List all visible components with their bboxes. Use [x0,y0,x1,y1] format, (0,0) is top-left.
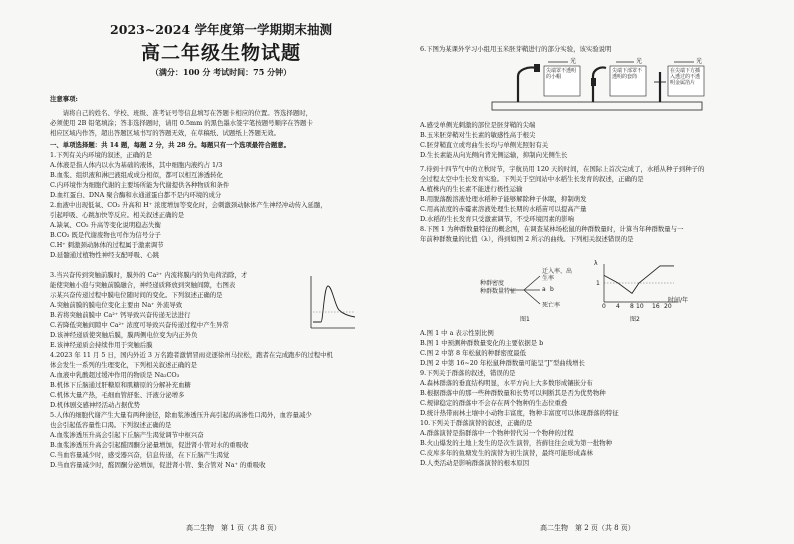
q8-x-tick-8: 8 [630,303,634,310]
left-line: 2.血液中出现低氧、CO₂ 升高和 H⁺ 浓度增加等变化时，会刺激颈动脉体产生神经冲动传入延髓， [50,201,327,209]
right-line: C.用高浓度的赤霉素溶液处理生长期的水稻苗可以提高产量 [420,205,587,213]
right-line: D.统计热带雨林土壤中小动物丰富度，物种丰富度可以体现群落的特征 [420,409,619,417]
q8-node-feature: 种群数量特征 [480,288,517,295]
left-line: 1.下列有关内环境的叙述，正确的是 [50,151,152,159]
left-line: C.当血容量减少时，感受器兴奋，信息传递，在下丘脑产生渴觉 [50,451,230,459]
left-line: 体会发生一系列的生理变化，下列相关叙述正确的是 [50,361,197,369]
right-line: C.规律稳定的群落中不会存在两个物种的生态位重叠 [420,399,568,407]
right-line: D.水稻的生长发育只受激素调节，不受环境因素的影响 [420,215,574,223]
footer-page-right: 高二生物 第 2 页（共 8 页） [540,524,635,532]
q8-x-tick-16: 16 [652,303,660,310]
exam-title-main: 高二年级生物试题 [140,42,301,64]
left-line: B.血浆渗透压升高会引起醛固酮分泌量增加，促进肾小管对水的重吸收 [50,441,249,449]
left-line: 请将自己的姓名、学校、班级、准考证号等信息填写在答题卡相应的位置。答选择题时， [50,109,313,117]
right-line: A.森林群落的垂直结构明显，水平方向上大多数形成镶嵌分布 [420,379,593,387]
left-line: D.该神经递质使突触后膜，膜两侧电位变为内正外负 [50,331,198,339]
right-line: C.胚芽鞘直立或弯曲生长均与单侧光照射有关 [420,141,549,149]
left-line: B.机体下丘脑通过肝糖原和肌糖原的分解补充血糖 [50,381,191,389]
q8-x-tick-20: 20 [664,303,672,310]
left-line: C.机体大量产热，毛细血管舒张、汗液分泌增多 [50,391,185,399]
left-line: C.若降低突触间隙中 Ca²⁺ 浓度可导致兴奋传递过程中产生异常 [50,321,229,329]
left-line: D.延髓通过植物性神经支配呼吸、心跳 [50,251,160,259]
right-line: C.图 2 中第 8 年松鼠的种群密度最低 [420,349,527,357]
right-line: B.用脱落酸溶液处理水稻种子能够解除种子休眠，抑制萌发 [420,195,587,203]
q6-light-label-2: 光 [636,58,643,65]
right-line: 6.下图为某课外学习小组用玉米胚芽鞘进行的部分实验，该实验说明 [420,45,612,53]
right-line: A.感受单侧光刺激的部位是胚芽鞘的尖端 [420,121,536,129]
right-column [420,0,770,544]
left-line: 5.人体的细胞代谢产生大量有两种途径，除血浆渗透压升高引起的高渗性口渴外，血容量减少 [50,411,312,419]
left-line: 4.2023 年 11 月 5 日，国内外近 3 万名跑者激情冒雨竞逐徐州马拉松，跑者在完成跑步的过程中机 [50,351,333,359]
right-line: D.图 2 中第 16~20 年松鼠种群数量可能呈“J”型曲线增长 [420,359,585,367]
q8-x-axis-label: 时间/年 [668,297,689,304]
q8-lambda-series-line [604,266,674,294]
left-line: 也会引起低容量性口渴。下列叙述正确的是 [50,421,172,429]
right-line: A.群落演替是指群落中一个物种替代另一个物种的过程 [420,429,574,437]
q8-x-tick-10: 10 [636,303,644,310]
q6-box-1-label: 尖端罩不透明的小帽 [546,68,577,80]
q6-box-2-label: 尖端下部罩不透明的套筒 [612,68,643,80]
right-line: D.生长素能从向光侧向背光侧运输，抑制向光侧生长 [420,151,568,159]
left-line: B.CO₂ 既是代谢废物也可作为信号分子 [50,231,161,239]
left-line: E.该神经递质会持续作用于突触后膜 [50,341,153,349]
q8-node-b: b [550,286,554,293]
left-line: 引起呼吸、心跳加快等反应。相关叙述正确的是 [50,211,185,219]
q6-box-3-label: 在尖端下方插入透过的不透明金属箔片 [670,68,701,86]
q6-light-label-1: 光 [570,58,577,65]
right-line: 7.待到十四节气中的立秋时节，宇航员用 120 天的时间，在国际上首次完成了，水稻从种子到种子的 [420,165,705,173]
left-line: 一、单项选择题：共 14 题，每题 2 分，共 28 分。每题只有一个选项最符合题意。 [50,141,291,149]
left-line: D.当血容量减少时，醛固酮分泌增加，促进肾小管、集合管对 Na⁺ 的重吸收 [50,461,266,469]
left-line: B.若将突触前膜中 Ca²⁺ 钙导致兴奋传递无法进行 [50,311,191,319]
q8-node-density: 种群密度 [480,280,505,287]
q6-coleoptile-figure [488,58,706,114]
left-line: 能使突触小泡与突触前膜融合，神经递质释放到突触间隙，右图表 [50,281,236,289]
right-line: C.皮库多年的鱼塘发生的演替为初生演替，最终可能形成森林 [420,449,593,457]
left-line: 必须使用 2B 铅笔填涂；答非选择题时，请用 0.5mm 的黑色墨水签字笔按题号顺序在答题卡 [50,119,313,127]
right-line: 8.下图 1 为种群数量特征的概念图，在调查某林场松鼠的种群数量时，计算当年种群数量与一 [420,225,684,233]
right-line: 10.下列关于群落演替的叙述，正确的是 [420,419,533,427]
left-line: 示某兴奋传递过程中膜电位随时间的变化。下列叙述正确的是 [50,291,223,299]
q8-fig2-caption: 图2 [630,316,640,323]
q3-potential-curve [313,286,355,322]
q6-base-plate [492,102,702,110]
q8-fig1-concept-map [480,268,576,324]
right-line: B.根据群落中的那一些种群数量和长势可以判断其是否为优势物种 [420,389,606,397]
right-line: 年前种群数量的比值（λ），得到如图 2 所示的曲线。下列相关叙述错误的是 [420,235,634,243]
right-line: D.人类活动是影响群落演替的根本原因 [420,459,530,467]
left-line: A.血浆渗透压升高会引起下丘脑产生渴觉调节中枢兴奋 [50,431,204,439]
right-line: B.玉米胚芽鞘对生长素的敏感性高于根尖 [420,131,536,139]
q8-node-out: 死亡率 [542,302,561,309]
q8-x-tick-4: 4 [616,303,620,310]
left-line: C.内环境作为细胞代谢的主要场所能为代谢提供各种物质和条件 [50,181,230,189]
q8-fig2-chart [592,262,690,324]
left-line: D.血红蛋白、DNA 聚合酶和水通道蛋白都不是内环境的成分 [50,191,222,199]
left-line: A.体液是指人体内以水为基础的液体，其中细胞内液约占 1/3 [50,161,223,169]
q8-node-a: a [542,286,546,293]
left-line: A.血液中乳酸超过缓冲作用的物质是 Na₂CO₃ [50,371,180,379]
left-line: A.突触前膜的膜电位变化主要由 Na⁺ 外流导致 [50,301,183,309]
left-line: A.缺氧、CO₂ 升高等变化说明稳态失衡 [50,221,161,229]
left-line: C.H⁺ 刺激颈动脉体的过程属于激素调节 [50,241,164,249]
exam-title-meta: （满分：100 分 考试时间：75 分钟） [150,67,292,77]
q6-light-label-3: 光 [696,58,703,65]
left-line: B.血浆、组织液和淋巴液组成成分相似，都可以相互渗透转化 [50,171,223,179]
right-line: A.图 1 中 a 表示性别比例 [420,329,494,337]
right-line: B.火山爆发的土地上发生的是次生演替，苔藓往往会成为第一批物种 [420,439,613,447]
q8-fig1-caption: 图1 [520,316,530,323]
right-line: 全过程太空中生长发育实验。下列关于空间站中水稻生长发育的叙述，正确的是 [420,175,644,183]
q8-y-axis-label: λ [594,260,598,267]
q8-x-tick-0: 0 [602,303,606,310]
footer-page-left: 高二生物 第 1 页（共 8 页） [186,524,281,532]
right-line: B.图 1 中预测种群数量变化的主要依据是 b [420,339,544,347]
left-line: 相应区域内作答，超出答题区域书写的答题无效，在草稿纸、试题纸上答题无效。 [50,129,281,137]
q8-y-tick-1: 1 [596,280,600,287]
q3-potential-figure [305,272,357,332]
right-line: 9.下列关于群落的叙述，错误的是 [420,369,516,377]
q8-node-in: 迁入率、出生率 [542,268,573,282]
exam-title-year: 2023~2024 学年度第一学期期末抽测 [110,22,332,37]
left-line: D.机体剧交感神经活动占据优势 [50,401,141,409]
left-column [50,0,392,544]
left-line: 注意事项: [50,95,78,103]
q6-coleoptile-svg [488,58,706,114]
left-line: 3.当兴奋传到突触前膜时，膜外的 Ca²⁺ 内流将膜内的负电荷消除，才 [50,271,248,279]
q3-potential-svg [305,272,357,332]
right-line: A.植株内的生长素不能进行极性运输 [420,185,523,193]
